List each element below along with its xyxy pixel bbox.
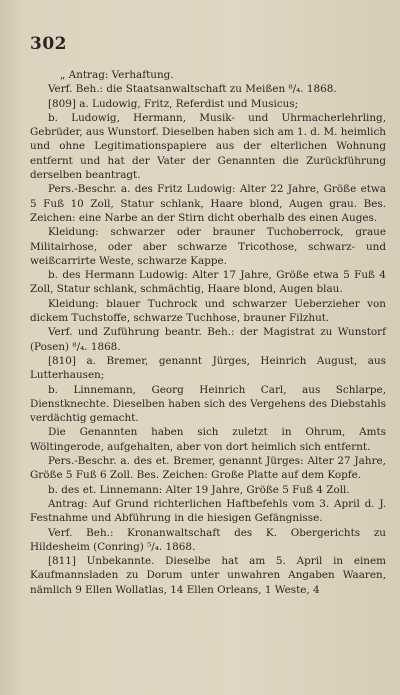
paragraph: „ Antrag: Verhaftung. <box>60 69 174 81</box>
paragraph: [811] Unbekannte. Dieselbe hat am 5. April in einem Kaufmannsladen zu Dorum unter unwahren Angaben Waaren, nämlich 9 Ellen Wollatlas, 14 Ellen Orleans, 1 Weste, 4 <box>30 555 386 596</box>
body-text <box>30 68 386 597</box>
paragraph: b. Linnemann, Georg Heinrich Carl, aus Schlarpe, Dienstknechte. Dieselben haben sich des Vergehens des Diebstahls verdächtig gemacht. <box>30 383 386 425</box>
paragraph: Pers.-Beschr. a. des et. Bremer, genannt Jürges: Alter 27 Jahre, Größe 5 Fuß 6 Zoll. Bes. Zeichen: Große Platte auf dem Kopfe. <box>30 455 386 482</box>
paragraph: Antrag: Auf Grund richterlichen Haftbefehls vom 3. April d. J. Festnahme und Abführung in die hiesigen Gefängnisse. <box>30 497 386 525</box>
paragraph: Verf. Beh.: die Staatsanwaltschaft zu Meißen ⁸/₄. 1868. <box>48 83 337 96</box>
paragraph: Verf. Beh.: Kronanwaltschaft des K. Obergerichts zu Hildesheim (Conring) ⁵/₄. 1868. <box>30 526 386 553</box>
paragraph: [810] a. Bremer, genannt Jürges, Heinrich August, aus Lutterhausen; <box>30 354 386 382</box>
paragraph: [809] a. Ludowig, Fritz, Referdist und Musicus; <box>48 97 299 110</box>
paragraph: Kleidung: blauer Tuchrock und schwarzer Ueberzieher von dickem Tuchstoffe, schwarze Tuchhose, brauner Filzhut. <box>30 297 386 325</box>
paragraph: b. des Hermann Ludowig: Alter 17 Jahre, Größe etwa 5 Fuß 4 Zoll, Statur schlank, schmächtig, Haare blond, Augen blau. <box>30 269 386 296</box>
paragraph: Kleidung: schwarzer oder brauner Tuchoberrock, graue Militairhose, oder aber schwarze Tricothose, schwarz- und weißcarrirte Weste, schwarze Kappe. <box>30 226 386 267</box>
paragraph: b. Ludowig, Hermann, Musik- und Uhrmacherlehrling, Gebrüder, aus Wunstorf. Dieselben haben sich am 1. d. M. heimlich und ohne Legitimationspapiere aus der elterlichen Wohnung entfernt und hat der Vater der Genannten die Zurückführung derselben beantragt. <box>30 111 386 182</box>
paragraph: Pers.-Beschr. a. des Fritz Ludowig: Alter 22 Jahre, Größe etwa 5 Fuß 10 Zoll, Statur schlank, Haare blond, Augen grau. Bes. Zeichen: eine Narbe an der Stirn dicht oberhalb des einen Auges. <box>30 183 386 224</box>
paragraph: Verf. und Zuführung beantr. Beh.: der Magistrat zu Wunstorf (Posen) ⁸/₄. 1868. <box>30 326 386 353</box>
page-number: 302 <box>30 34 67 54</box>
paragraph: Die Genannten haben sich zuletzt in Ohrum, Amts Wöltingerode, aufgehalten, aber von dort heimlich sich entfernt. <box>30 426 386 453</box>
paragraph: b. des et. Linnemann: Alter 19 Jahre, Größe 5 Fuß 4 Zoll. <box>48 483 350 496</box>
